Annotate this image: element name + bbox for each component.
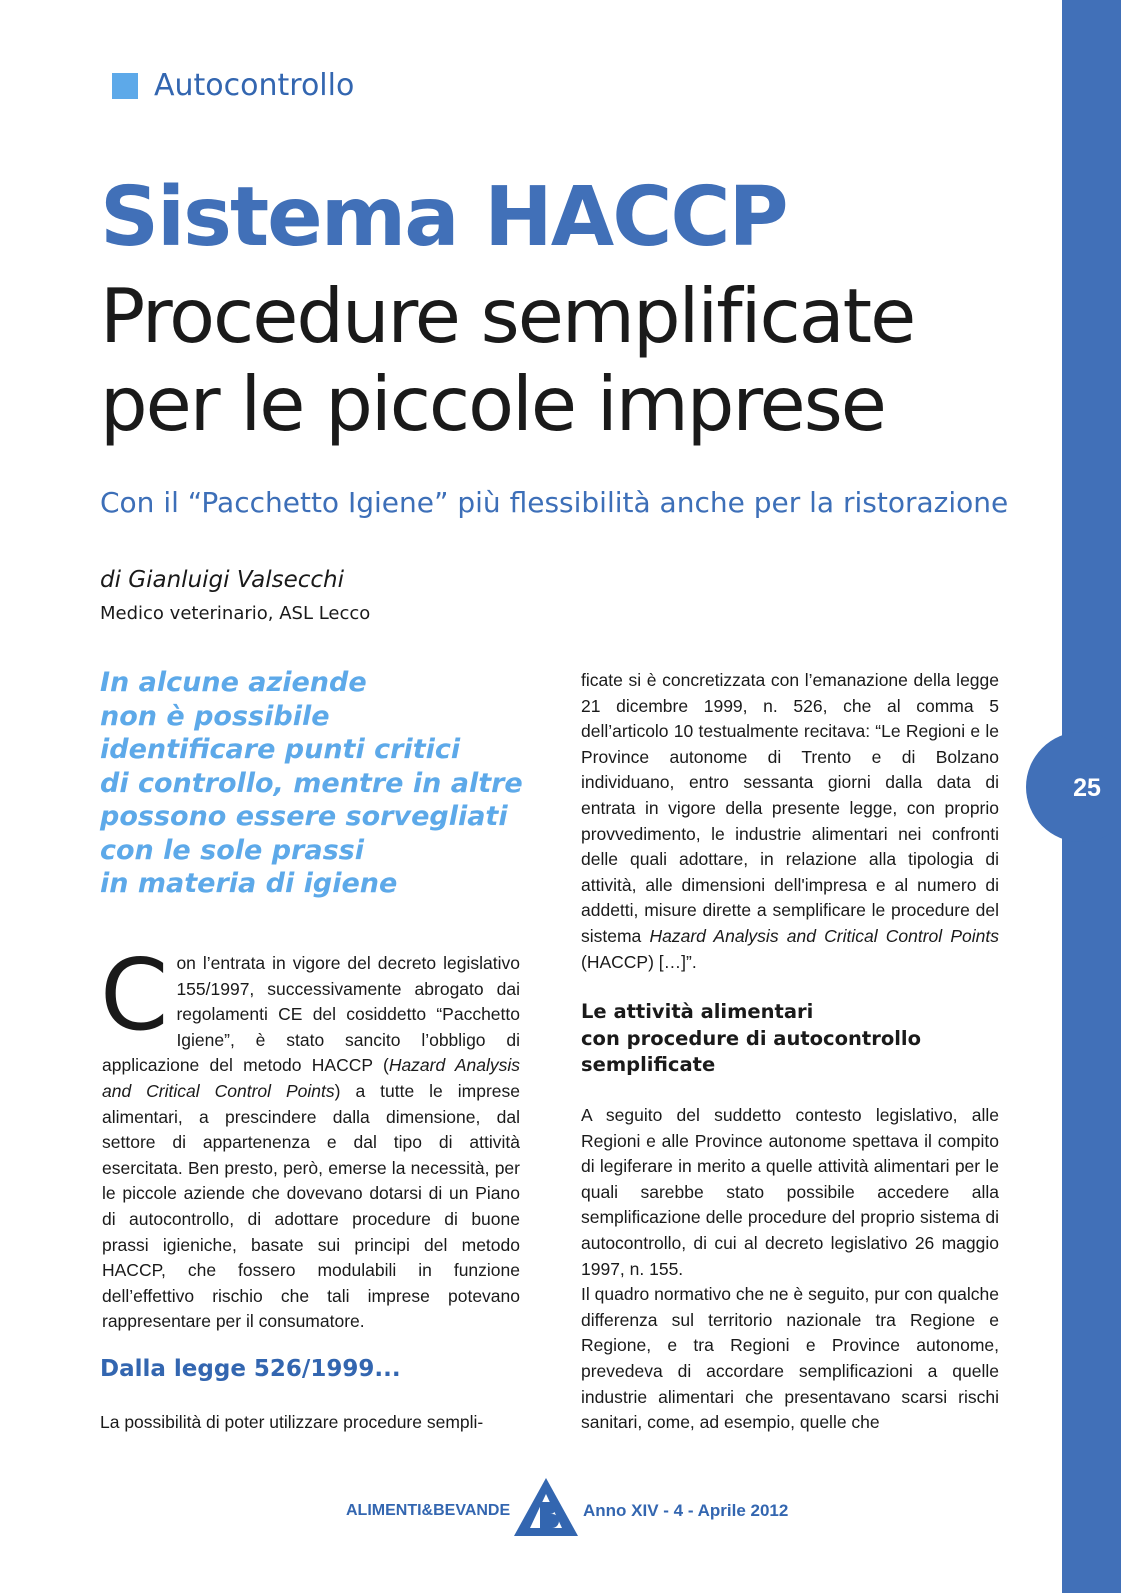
author-affiliation: Medico veterinario, ASL Lecco [100,603,371,624]
issue-info: Anno XIV - 4 - Aprile 2012 [583,1501,789,1520]
article-title-sub: Procedure semplificate per le piccole imprese [100,272,915,448]
page-number: 25 [1073,774,1101,802]
column-1-body [100,939,520,1335]
body-paragraph: La possibilità di poter utilizzare procedure sempli- [100,1412,484,1432]
section-heading-attivita: Le attività alimentari con procedure di autocontrollo semplificate [581,1000,921,1076]
drop-cap: C [100,939,169,1053]
article-subtitle: Con il “Pacchetto Igiene” più flessibilità anche per la ristorazione [100,486,1009,519]
column-1-tail [100,1410,518,1436]
page-footer [0,1468,1062,1548]
column-2-tail [581,1103,999,1436]
section-label: Autocontrollo [154,68,355,103]
author-name: di Gianluigi Valsecchi [100,567,344,593]
section-heading-legge: Dalla legge 526/1999... [100,1356,401,1382]
publication-name: ALIMENTI&BEVANDE [346,1502,511,1519]
section-tag [112,68,354,103]
section-square-icon [112,73,138,99]
publication-logo-icon [512,1476,580,1538]
intro-paragraph: on l’entrata in vigore del decreto legislativo 155/1997, successivamente abrogato dai regolamenti CE del cosiddetto “Pacchetto Igiene”, è stato sancito l’obbligo di applicazione del metodo HACCP (Hazard Analysis and Critical Control Points) a tutte le imprese alimentari, a prescindere dalla dimensione, dal settore di appartenenza e dal tipo di attività esercitata. Ben presto, però, emerse la necessità, per le piccole aziende che dovevano dotarsi di un Piano di autocontrollo, di adottare procedure di buone prassi igieniche, basate sui principi del metodo HACCP, che fossero modulabili in funzione dell’effettivo rischio che tali imprese potevano rappresentare per il consumatore. [102,953,520,1332]
article-title: Sistema HACCP [100,170,787,265]
body-paragraph: A seguito del suddetto contesto legislativo, alle Regioni e alle Province autonome spettava il compito di legiferare in merito a quelle attività alimentari per le quali sarebbe stato possibile accedere alla semplificazione delle procedure del proprio sistema di autocontrollo, di cui al decreto legislativo 26 maggio 1997, n. 155. [581,1105,999,1279]
column-2-body [581,668,999,975]
body-paragraph: ficate si è concretizzata con l’emanazione della legge 21 dicembre 1999, n. 526, che al comma 5 dell’articolo 10 testualmente recitava: “Le Regioni e le Province autonome di Trento e di Bolzano individuano, entro sessanta giorni dalla data di entrata in vigore della presente legge, con proprio provvedimento, le industrie alimentari nei confronti delle quali adottare, in relazione alla tipologia di attività, alle dimensioni dell'impresa e al numero di addetti, misure dirette a semplificare le procedure del sistema Hazard Analysis and Critical Control Points (HACCP) […]”. [581,670,999,972]
lead-paragraph: In alcune aziende non è possibile identificare punti critici di controllo, mentre in altre possono essere sorvegliati con le sole prassi in materia di igiene [100,667,523,899]
body-paragraph: Il quadro normativo che ne è seguito, pur con qualche differenza sul territorio nazionale tra Regione e Regione, e tra Regioni e Province autonome, prevedeva di accordare semplificazioni a quelle industrie alimentari che presentavano scarsi rischi sanitari, come, ad esempio, quelle che [581,1284,999,1433]
